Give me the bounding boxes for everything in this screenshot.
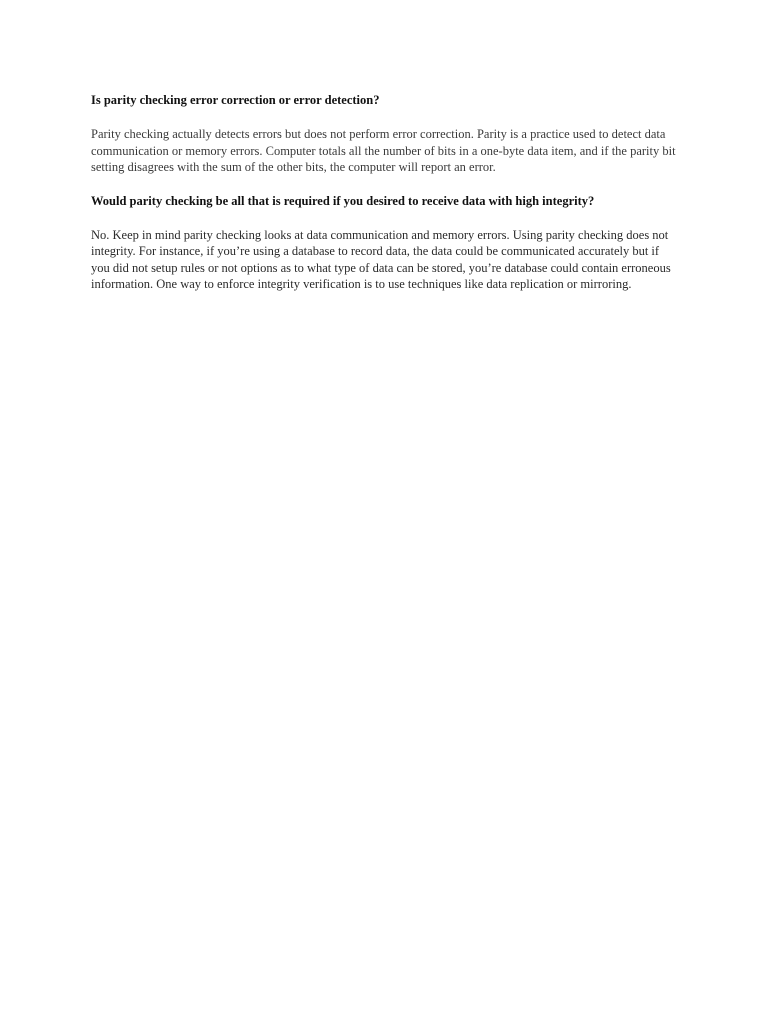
question-heading-1: Is parity checking error correction or error detection?	[91, 93, 380, 107]
answer-paragraph-2: No. Keep in mind parity checking looks at data communication and memory errors. Using parity checking does not integrity. For instance, if you’re using a database to record data, the data could be communicated accurately but if you did not setup rules or not options as to what type of data can be stored, you’re database could contain erroneous information. One way to enforce integrity verification is to use techniques like data replication or mirroring.	[91, 227, 671, 291]
question-heading-2: Would parity checking be all that is required if you desired to receive data with high integrity?	[91, 193, 595, 208]
document-content	[91, 92, 677, 293]
answer-paragraph-1: Parity checking actually detects errors but does not perform error correction. Parity is a practice used to detect data communication or memory errors. Computer totals all the number of bits in a one-byte data item, and if the parity bit setting disagrees with the sum of the other bits, the computer will report an error.	[91, 127, 676, 174]
